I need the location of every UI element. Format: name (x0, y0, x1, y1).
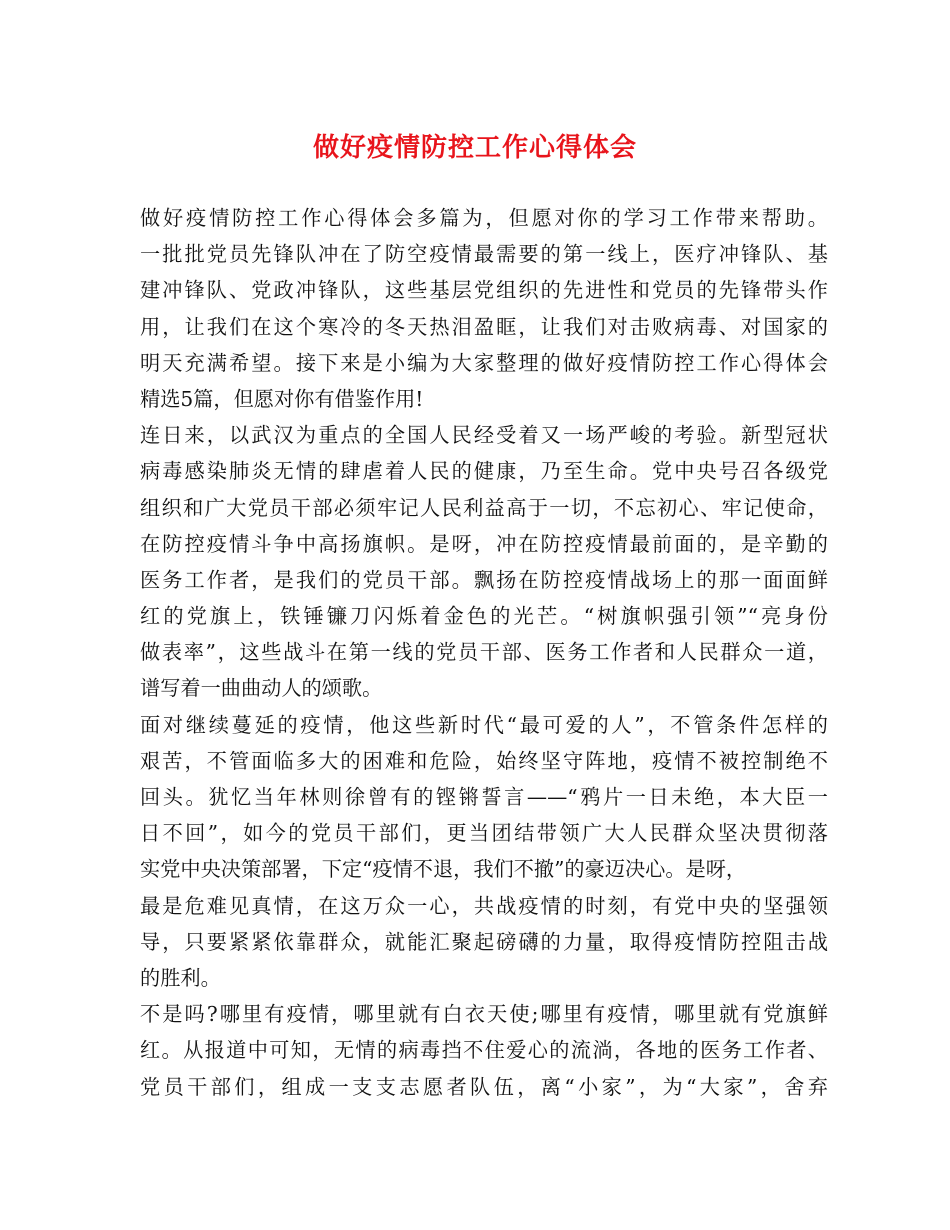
body-line: 做好疫情防控工作心得体会多篇为，但愿对你的学习工作带来帮助。 (140, 206, 828, 230)
body-line: 导，只要紧紧依靠群众，就能汇聚起磅礴的力量，取得疫情防控阻击战 (140, 929, 828, 954)
body-line: 一批批党员先锋队冲在了防空疫情最需要的第一线上，医疗冲锋队、基 (140, 242, 828, 267)
body-line: 做表率”，这些战斗在第一线的党员干部、医务工作者和人民群众一道， (140, 640, 828, 665)
body-line: 组织和广大党员干部必须牢记人民利益高于一切，不忘初心、牢记使命， (140, 495, 828, 520)
body-line: 的胜利。 (140, 965, 221, 990)
body-line: 谱写着一曲曲动人的颂歌。 (140, 676, 383, 701)
body-line: 在防控疫情斗争中高扬旗帜。是呀，冲在防控疫情最前面的，是辛勤的 (140, 531, 828, 556)
body-line: 明天充满希望。接下来是小编为大家整理的做好疫情防控工作心得体会 (140, 350, 828, 375)
body-line: 艰苦，不管面临多大的困难和危险，始终坚守阵地，疫情不被控制绝不 (140, 748, 828, 773)
body-line: 党员干部们，组成一支支志愿者队伍，离“小家”，为“大家”，舍弃 (140, 1074, 828, 1099)
body-line: 最是危难见真情，在这万众一心，共战疫情的时刻，有党中央的坚强领 (140, 893, 828, 918)
body-line: 红。从报道中可知，无情的病毒挡不住爱心的流淌，各地的医务工作者、 (140, 1038, 828, 1063)
body-line: 用，让我们在这个寒冷的冬天热泪盈眶，让我们对击败病毒、对国家的 (140, 314, 828, 339)
body-line: 连日来，以武汉为重点的全国人民经受着又一场严峻的考验。新型冠状 (140, 423, 828, 448)
body-line: 回头。犹忆当年林则徐曾有的铿锵誓言——“鸦片一日未绝，本大臣一 (140, 785, 828, 809)
body-line: 红的党旗上，铁锤镰刀闪烁着金色的光芒。“树旗帜强引领”“亮身份 (140, 604, 828, 629)
body-line: 精选5篇，但愿对你有借鉴作用! (140, 386, 424, 411)
body-line: 不是吗?哪里有疫情，哪里就有白衣天使;哪里有疫情，哪里就有党旗鲜 (140, 1002, 828, 1027)
body-line: 面对继续蔓延的疫情，他这些新时代“最可爱的人”，不管条件怎样的 (140, 712, 828, 737)
body-line: 医务工作者，是我们的党员干部。飘扬在防控疫情战场上的那一面面鲜 (140, 567, 828, 592)
body-line: 日不回”，如今的党员干部们，更当团结带领广大人民群众坚决贯彻落 (140, 821, 828, 846)
body-line: 建冲锋队、党政冲锋队，这些基层党组织的先进性和党员的先锋带头作 (140, 278, 828, 303)
document-title: 做好疫情防控工作心得体会 (312, 133, 637, 163)
document-body (140, 200, 828, 1105)
body-line: 病毒感染肺炎无情的肆虐着人民的健康，乃至生命。党中央号召各级党 (140, 459, 828, 484)
body-line: 实党中央决策部署，下定“疫情不退，我们不撤”的豪迈决心。是呀， (140, 857, 747, 882)
